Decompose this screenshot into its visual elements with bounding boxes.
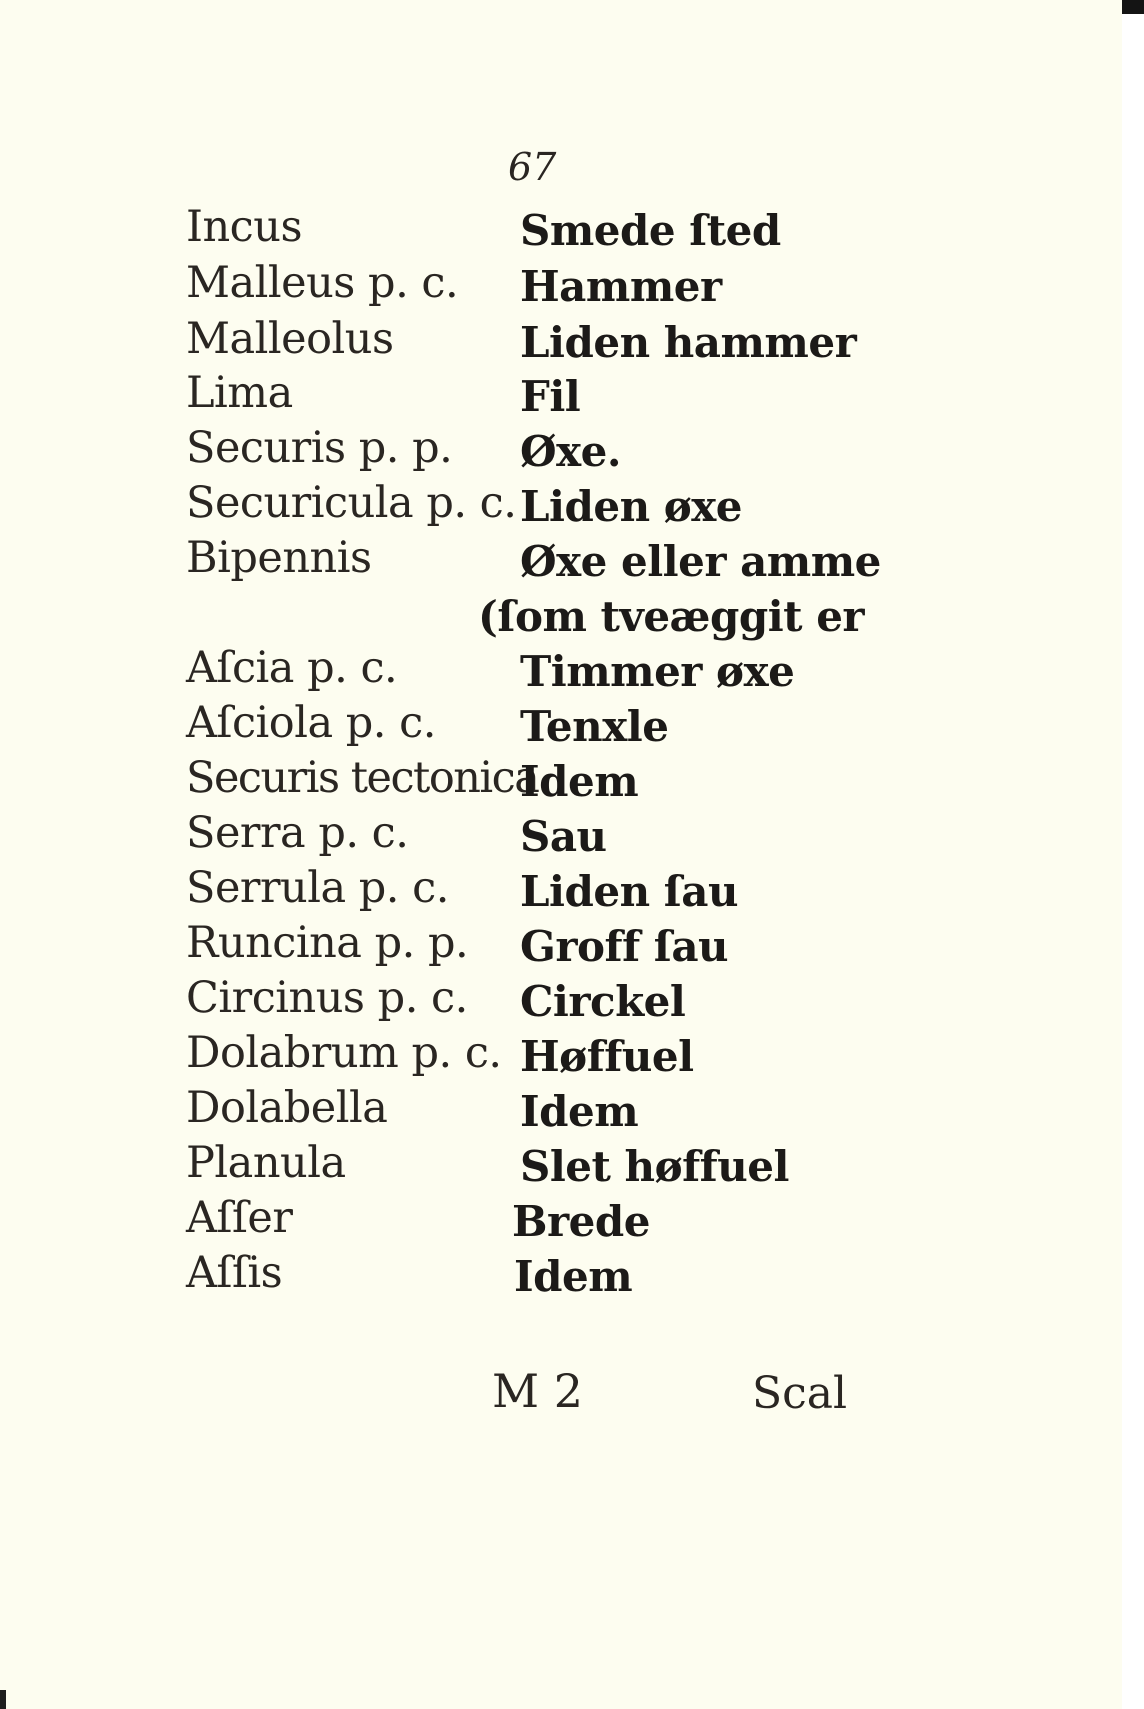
signature-mark: M 2 — [492, 1364, 583, 1418]
danish-term: Høffuel — [520, 1032, 694, 1081]
danish-term: Sau — [520, 812, 607, 861]
danish-term: (ſom tveæggit er — [478, 592, 865, 641]
latin-term: Aſſer — [186, 1193, 293, 1243]
danish-term: Brede — [512, 1197, 650, 1246]
danish-term: Groff ſau — [520, 922, 729, 971]
latin-term: Malleus p. c. — [186, 258, 459, 308]
danish-term: Fil — [520, 372, 581, 421]
latin-term: Bipennis — [186, 533, 372, 583]
danish-term: Øxe. — [520, 427, 621, 476]
catchword: Scal — [752, 1368, 848, 1419]
latin-term: Runcina p. p. — [186, 918, 469, 968]
latin-term: Securis p. p. — [186, 423, 453, 473]
latin-term: Dolabrum p. c. — [186, 1028, 502, 1078]
danish-term: Hammer — [520, 262, 722, 311]
latin-term: Incus — [186, 202, 303, 252]
latin-term: Securicula p. c. — [186, 478, 517, 528]
latin-term: Malleolus — [186, 314, 394, 364]
latin-term: Lima — [186, 368, 293, 418]
latin-term: Aſſis — [186, 1248, 283, 1298]
danish-term: Liden øxe — [520, 482, 743, 531]
danish-term: Idem — [520, 757, 639, 806]
latin-term: Planula — [186, 1138, 346, 1188]
danish-term: Timmer øxe — [520, 647, 795, 696]
latin-term: Aſciola p. c. — [186, 698, 436, 748]
danish-term: Øxe eller amme — [520, 537, 881, 586]
danish-term: Liden hammer — [520, 318, 857, 367]
latin-term: Securis tectonica — [186, 753, 539, 803]
latin-term: Aſcia p. c. — [186, 643, 398, 693]
danish-term: Circkel — [520, 977, 686, 1026]
latin-term: Serrula p. c. — [186, 863, 449, 913]
danish-term: Idem — [520, 1087, 639, 1136]
page-number: 67 — [508, 145, 557, 189]
danish-term: Idem — [514, 1252, 633, 1301]
danish-term: Liden ſau — [520, 867, 739, 916]
latin-term: Circinus p. c. — [186, 973, 468, 1023]
scan-margin — [1122, 0, 1144, 1709]
scan-edge-mark — [1122, 0, 1144, 14]
latin-term: Dolabella — [186, 1083, 388, 1133]
danish-term: Smede ſted — [520, 206, 781, 255]
danish-term: Tenxle — [520, 702, 669, 751]
scan-edge-mark — [0, 1690, 6, 1709]
danish-term: Slet høffuel — [520, 1142, 789, 1191]
latin-term: Serra p. c. — [186, 808, 409, 858]
